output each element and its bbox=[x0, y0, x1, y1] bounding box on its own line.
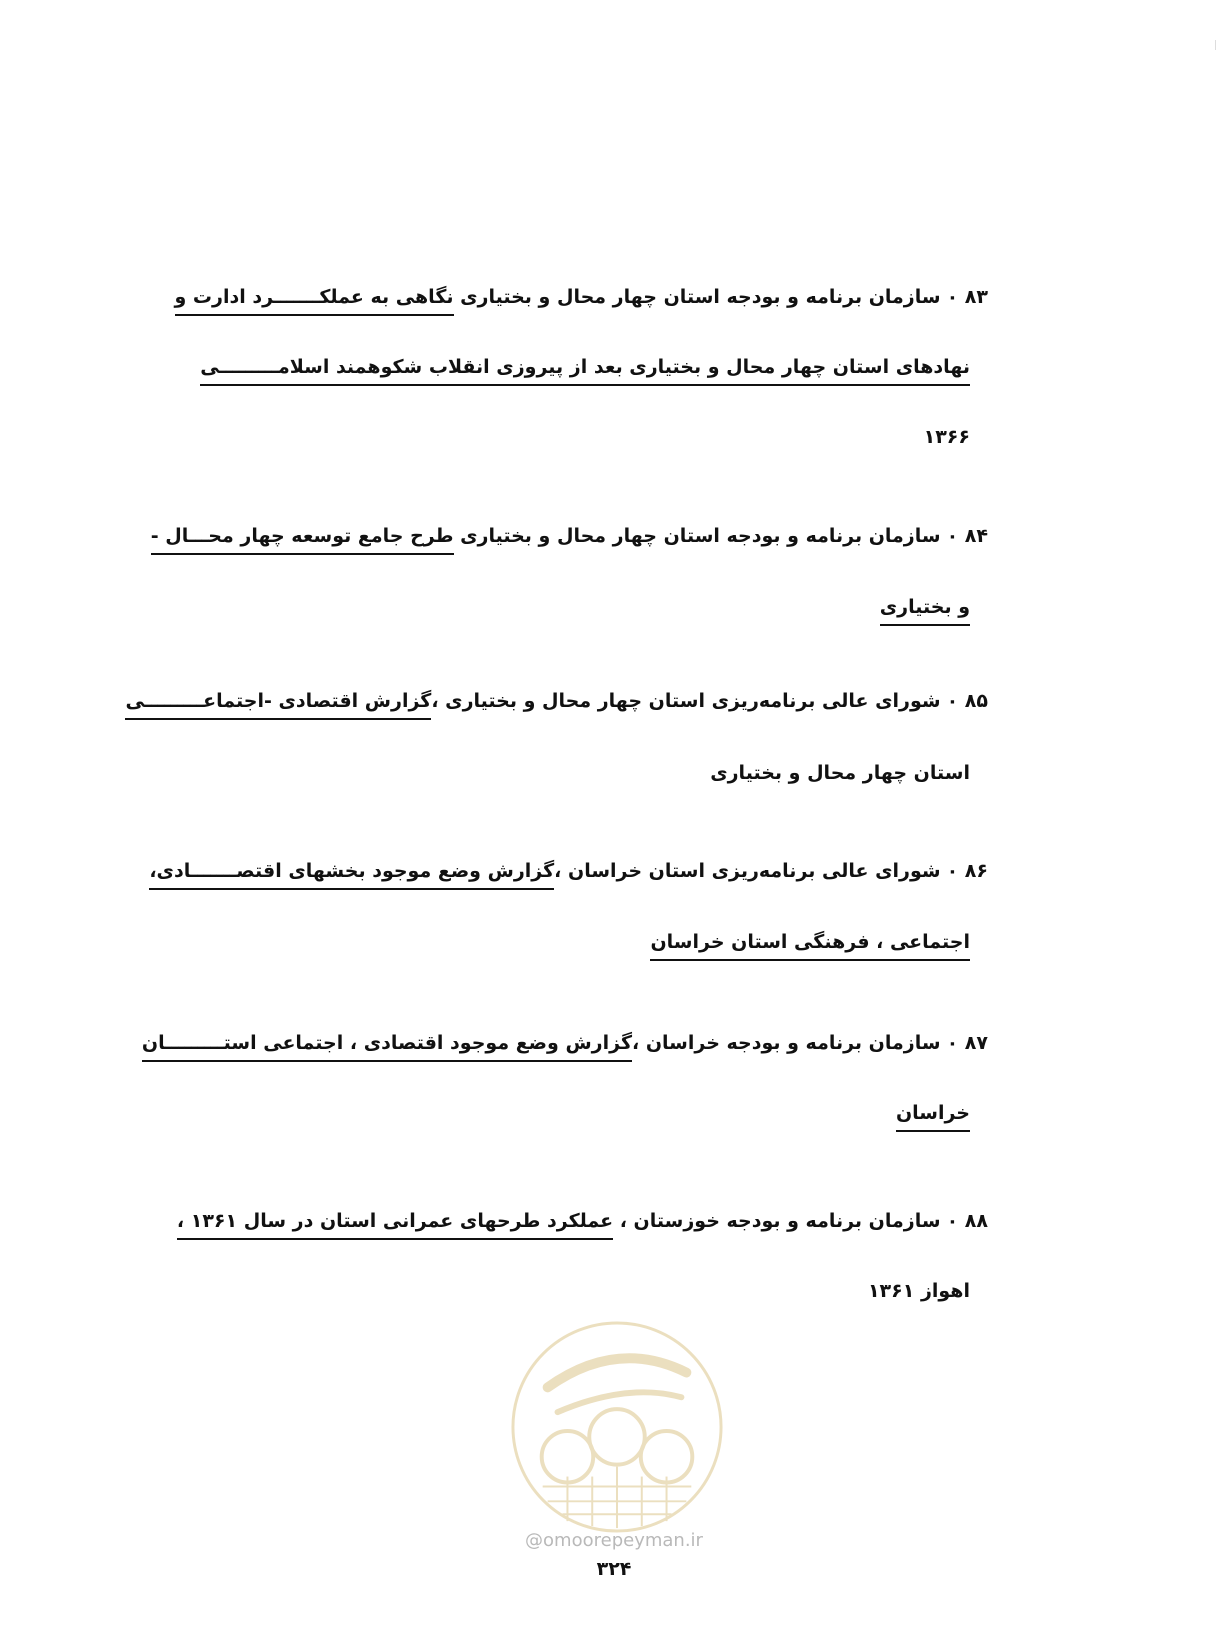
entry-88-line-1 bbox=[177, 1208, 988, 1234]
entry-title-continued: نهادهای استان چهار محال و بختیاری بعد از پیروزی انقلاب شکوهمند اسلامـــــــــی bbox=[200, 356, 970, 386]
entry-85-line-1 bbox=[125, 688, 988, 714]
entry-number: ۸۵ ۰ bbox=[946, 690, 988, 712]
entry-88-line-2 bbox=[868, 1278, 970, 1304]
entry-title-continued: استان چهار محال و بختیاری bbox=[710, 762, 970, 784]
entry-number: ۸۳ ۰ bbox=[946, 286, 988, 308]
entry-title-continued: و بختیاری bbox=[880, 596, 970, 626]
page-number: ۳۲۴ bbox=[596, 1558, 632, 1580]
entry-author: شورای عالی برنامه‌ریزی استان خراسان ، bbox=[554, 860, 941, 882]
entry-title: عملکرد طرحهای عمرانی استان در سال ۱۳۶۱ ، bbox=[177, 1210, 613, 1240]
watermark-logo bbox=[508, 1318, 726, 1536]
entry-title: گزارش وضع موجود بخشهای اقتصـــــــادی، bbox=[149, 860, 554, 890]
entry-84-line-1 bbox=[151, 523, 988, 549]
entry-title: نگاهی به عملکـــــــرد ادارت و bbox=[175, 286, 454, 316]
entry-85-line-2 bbox=[710, 760, 970, 786]
entry-87-line-2 bbox=[896, 1100, 970, 1126]
entry-author: سازمان برنامه و بودجه استان چهار محال و بختیاری bbox=[453, 525, 941, 547]
entry-title-continued: خراسان bbox=[896, 1102, 970, 1132]
entry-publication-place: اهواز ۱۳۶۱ bbox=[867, 1280, 970, 1302]
entry-author: سازمان برنامه و بودجه خوزستان ، bbox=[613, 1210, 941, 1232]
entry-83-line-1 bbox=[175, 284, 989, 310]
entry-number: ۸۸ ۰ bbox=[946, 1210, 988, 1232]
entry-title: طرح جامع توسعه چهار محـــال - bbox=[151, 525, 454, 555]
entry-86-line-2 bbox=[650, 929, 970, 955]
entry-83-line-2 bbox=[200, 354, 970, 380]
entry-author: سازمان برنامه و بودجه استان چهار محال و بختیاری bbox=[453, 286, 941, 308]
entry-83-year: ۱۳۶۶ bbox=[923, 426, 970, 448]
entry-number: ۸۴ ۰ bbox=[946, 525, 988, 547]
entry-number: ۸۶ ۰ bbox=[946, 860, 988, 882]
watermark-site: @omoorepeyman.ir bbox=[525, 1530, 703, 1551]
entry-author: سازمان برنامه و بودجه خراسان ، bbox=[632, 1032, 941, 1054]
entry-number: ۸۷ ۰ bbox=[946, 1032, 988, 1054]
entry-title-continued: اجتماعی ، فرهنگی استان خراسان bbox=[650, 931, 970, 961]
entry-title: گزارش وضع موجود اقتصادی ، اجتماعی استـــــــــان bbox=[142, 1032, 632, 1062]
entry-author: شورای عالی برنامه‌ریزی استان چهار محال و بختیاری ، bbox=[431, 690, 941, 712]
scan-mark bbox=[1215, 40, 1216, 50]
entry-84-line-2 bbox=[880, 594, 970, 620]
entry-86-line-1 bbox=[149, 858, 988, 884]
entry-title: گزارش اقتصادی -اجتماعـــــــــی bbox=[125, 690, 431, 720]
entry-87-line-1 bbox=[142, 1030, 988, 1056]
